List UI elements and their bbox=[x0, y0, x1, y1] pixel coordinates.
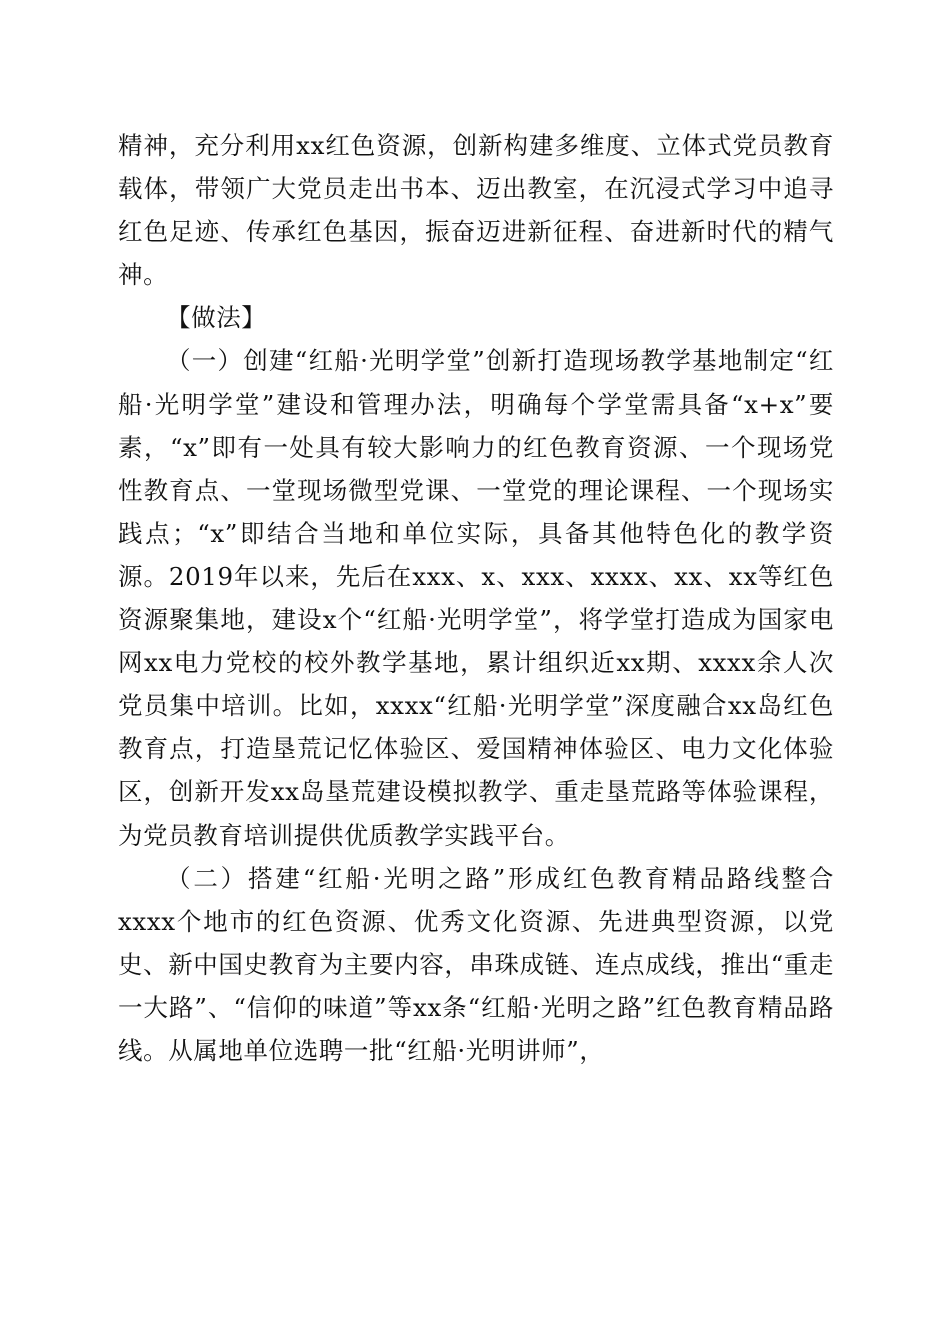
section-heading-practice: 【做法】 bbox=[166, 303, 267, 333]
section-1-paragraph: （一）创建“红船·光明学堂”创新打造现场教学基地制定“红船·光明学堂”建设和管理办法，明确每个学堂需具备“x+x”要素，“x”即有一处具有较大影响力的红色教育资源、一个现场党性教育点、一堂现场微型党课、一堂党的理论课程、一个现场实践点；“x”即结合当地和单位实际，具备其他特色化的教学资源。2019年以来，先后在xxx、x、xxx、xxxx、xx、xx等红色资源聚集地，建设x个“红船·光明学堂”，将学堂打造成为国家电网xx电力党校的校外教学基地，累计组织近xx期、xxxx余人次党员集中培训。比如，xxxx“红船·光明学堂”深度融合xx岛红色教育点，打造垦荒记忆体验区、爱国精神体验区、电力文化体验区，创新开发xx岛垦荒建设模拟教学、重走垦荒路等体验课程，为党员教育培训提供优质教学实践平台。 bbox=[118, 346, 834, 850]
section-2-paragraph: （二）搭建“红船·光明之路”形成红色教育精品路线整合xxxx个地市的红色资源、优秀文化资源、先进典型资源，以党史、新中国史教育为主要内容，串珠成链、连点成线，推出“重走一大路”、“信仰的味道”等xx条“红船·光明之路”红色教育精品路线。从属地单位选聘一批“红船·光明讲师”， bbox=[118, 863, 834, 1065]
document-body bbox=[118, 124, 834, 1072]
intro-paragraph: 精神，充分利用xx红色资源，创新构建多维度、立体式党员教育载体，带领广大党员走出书本、迈出教室，在沉浸式学习中追寻红色足迹、传承红色基因，振奋迈进新征程、奋进新时代的精气神。 bbox=[118, 131, 834, 290]
